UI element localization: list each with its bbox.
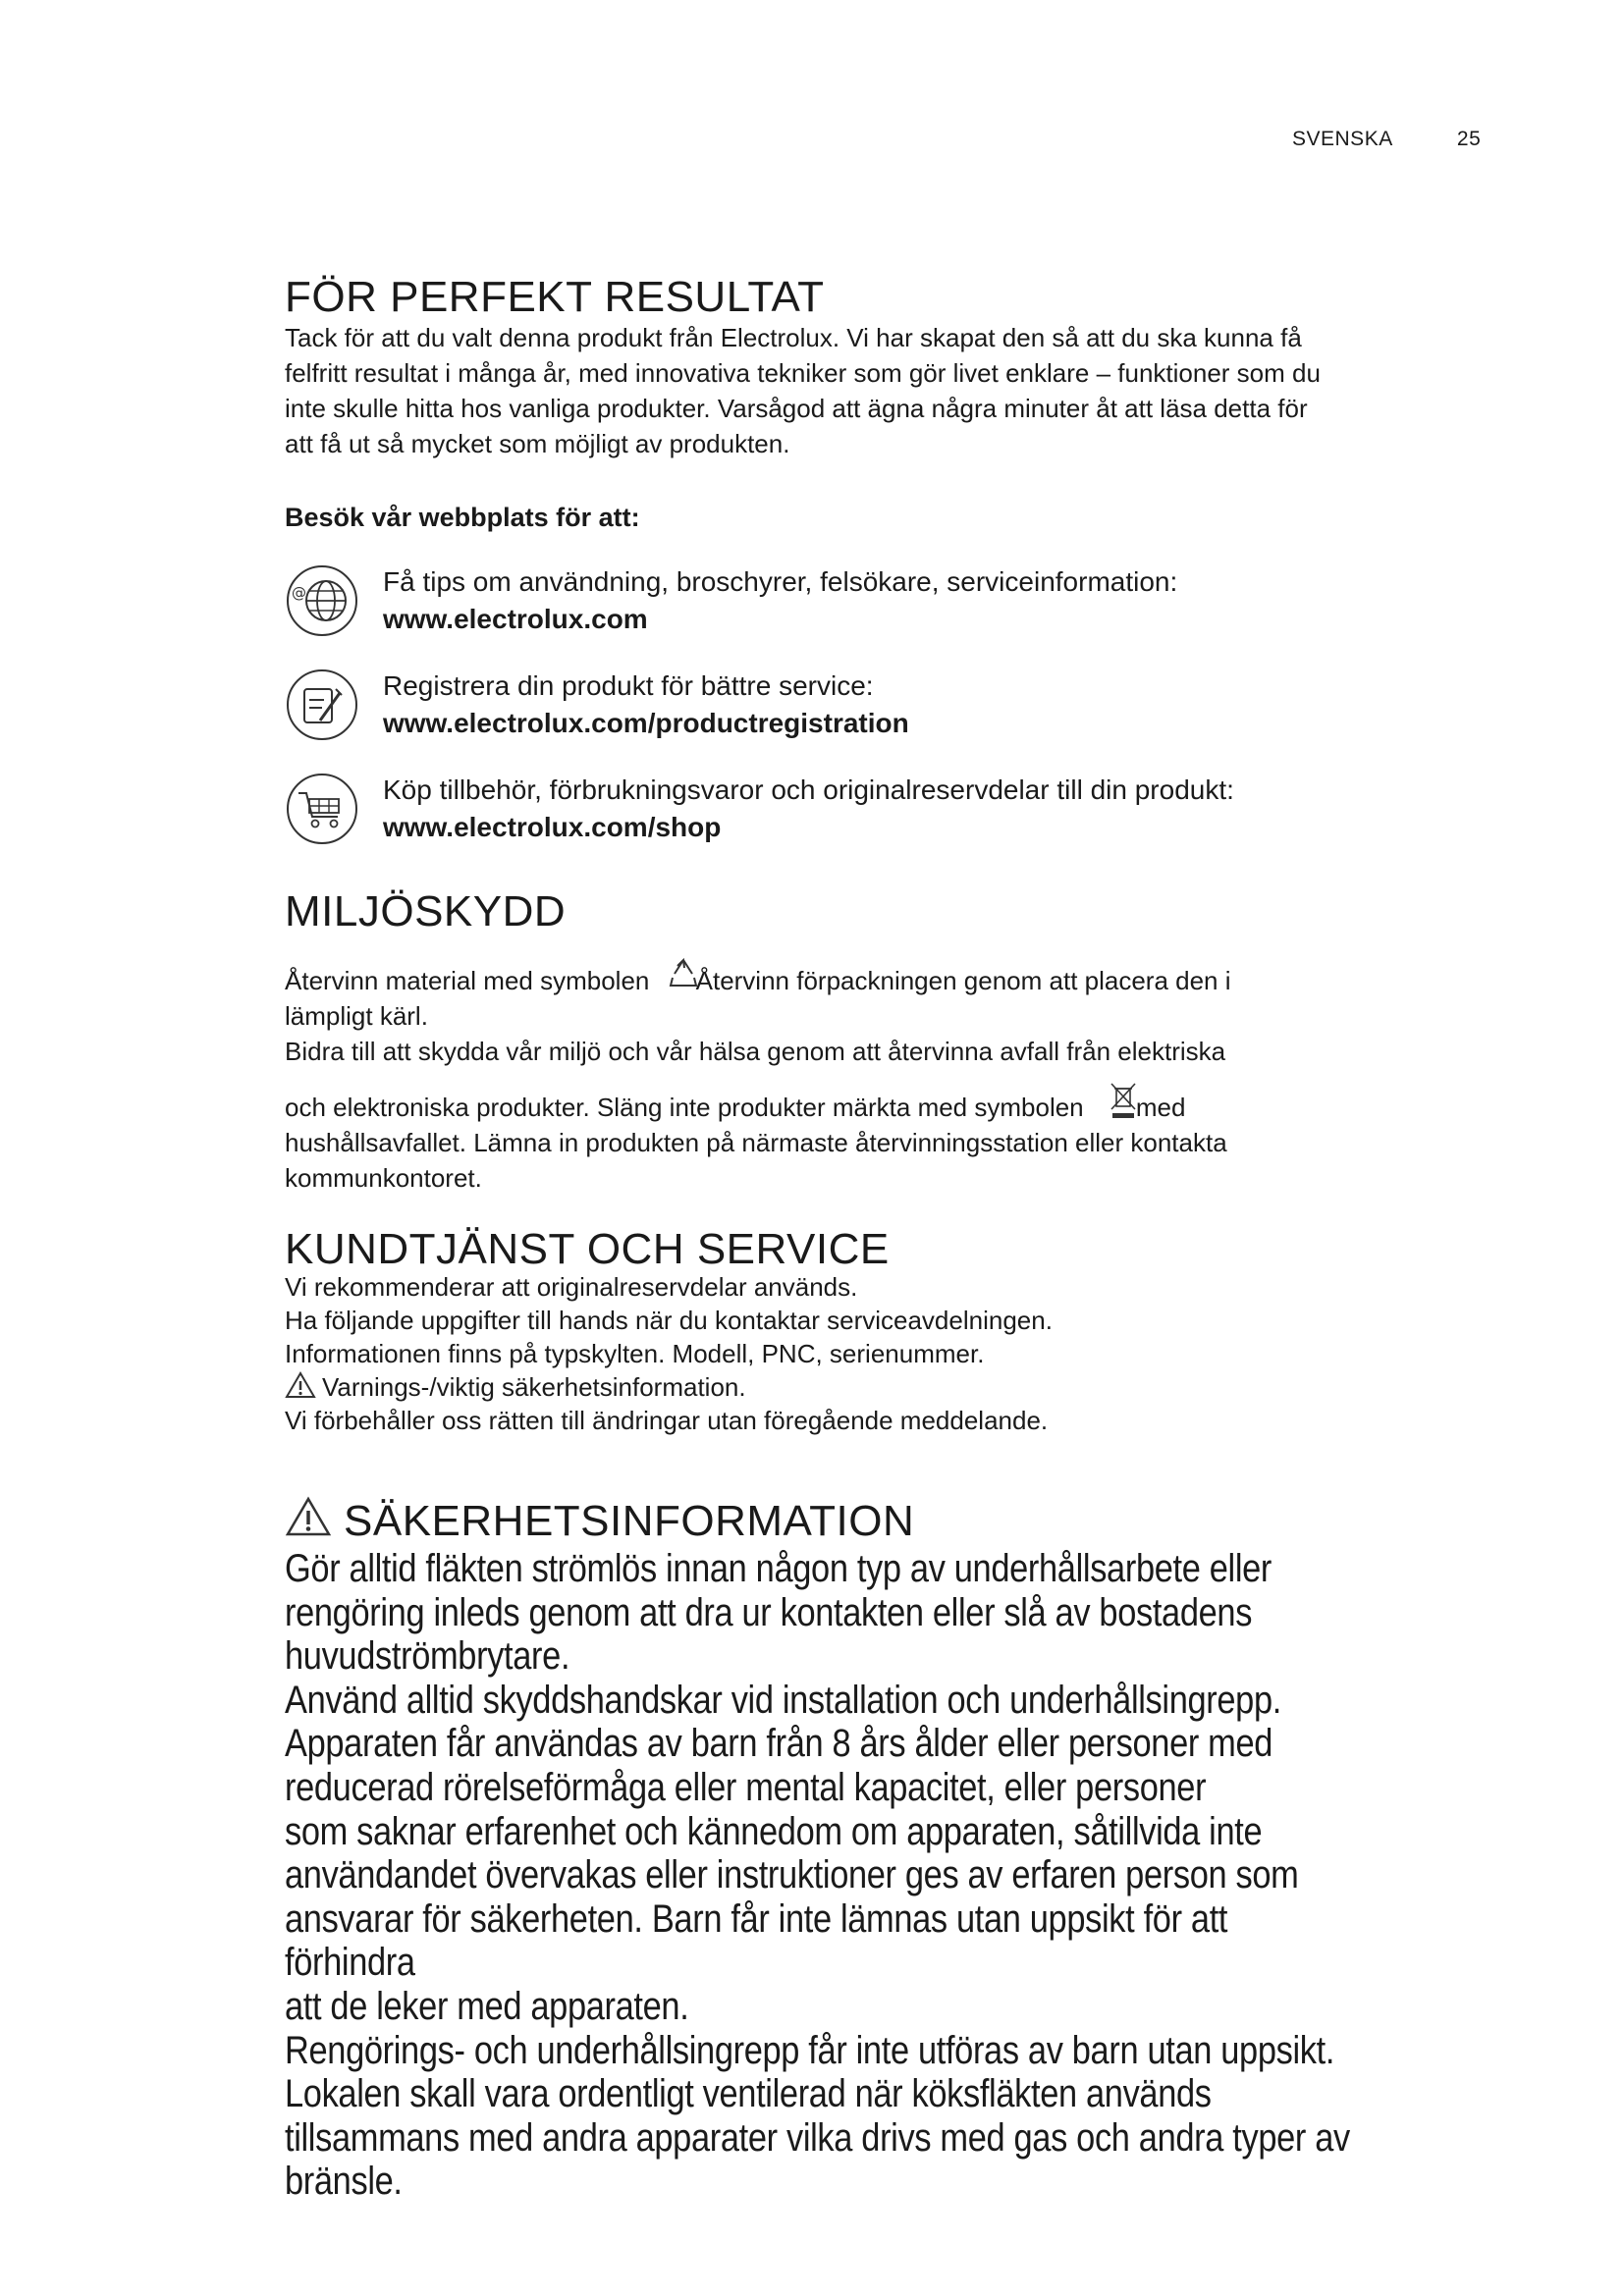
env-line-1b: Återvinn förpackningen genom att placera den i: [695, 966, 1231, 995]
safety-title: SÄKERHETSINFORMATION: [344, 1497, 915, 1545]
visit-item-tips: [285, 563, 1177, 638]
intro-line-2: felfritt resultat i många år, med innovativa tekniker som gör livet enklare – funktioner som du: [285, 358, 1321, 388]
globe-icon: [285, 563, 359, 638]
env-line-4: [285, 1081, 1522, 1125]
safety-line-12: Lokalen skall vara ordentligt ventilerad när köksfläkten används: [285, 2072, 1212, 2116]
warning-icon: [285, 1496, 332, 1537]
crossed-bin-icon: [1109, 1081, 1138, 1120]
safety-line-9: ansvarar för säkerheten. Barn får inte lämnas utan uppsikt för att förhindra: [285, 1896, 1228, 1985]
safety-line-14: bränsle.: [285, 2160, 403, 2204]
safety-line-8: användandet övervakas eller instruktioner ges av erfaren person som: [285, 1853, 1299, 1897]
safety-line-1: Gör alltid fläkten strömlös innan någon typ av underhållsarbete eller: [285, 1547, 1272, 1590]
visit-item-register: [285, 667, 909, 742]
safety-line-10: att de leker med apparaten.: [285, 1984, 689, 2028]
environment-section: [285, 887, 1522, 1196]
safety-line-7: som saknar erfarenhet och kännedom om apparaten, såtillvida inte: [285, 1809, 1263, 1853]
recycle-icon: [667, 956, 700, 991]
safety-line-3: huvudströmbrytare.: [285, 1634, 570, 1679]
safety-line-13: tillsammans med andra apparater vilka drivs med gas och andra typer av: [285, 2115, 1350, 2160]
env-line-1a: Återvinn material med symbolen: [285, 966, 650, 995]
link-electrolux[interactable]: www.electrolux.com: [383, 604, 648, 634]
safety-line-11: Rengörings- och underhållsingrepp får inte utföras av barn utan uppsikt.: [285, 2028, 1335, 2072]
service-section: [285, 1225, 1522, 1437]
safety-line-5: Apparaten får användas av barn från 8 års ålder eller personer med: [285, 1722, 1273, 1766]
intro-line-3: inte skulle hitta hos vanliga produkter. Varsågod att ägna några minuter åt att läsa detta för: [285, 394, 1308, 423]
visit-item-shop: [285, 772, 1234, 846]
service-line-4: [285, 1370, 1522, 1404]
perfect-result-section: [285, 273, 1502, 461]
environment-title: MILJÖSKYDD: [285, 887, 567, 935]
visit-shop-text: Köp tillbehör, förbrukningsvaror och originalreservdelar till din produkt:: [383, 774, 1234, 805]
safety-title-row: [285, 1496, 914, 1546]
service-line-3: Informationen finns på typskylten. Modell, PNC, serienummer.: [285, 1339, 985, 1368]
visit-register-text: Registrera din produkt för bättre service:: [383, 670, 874, 701]
env-line-5: hushållsavfallet. Lämna in produkten på närmaste återvinningsstation eller kontakta: [285, 1128, 1227, 1157]
page-header: [1292, 128, 1481, 151]
visit-tips-text: Få tips om användning, broschyrer, felsökare, serviceinformation:: [383, 566, 1178, 597]
service-line-5: Vi förbehåller oss rätten till ändringar utan föregående meddelande.: [285, 1406, 1049, 1435]
safety-line-2: rengöring inleds genom att dra ur kontakten eller slå av bostadens: [285, 1590, 1253, 1634]
env-line-6: kommunkontoret.: [285, 1163, 482, 1193]
intro-line-1: Tack för att du valt denna produkt från Electrolux. Vi har skapat den så att du ska kunna få: [285, 323, 1302, 352]
service-line-1: Vi rekommenderar att originalreservdelar används.: [285, 1272, 858, 1302]
perfect-result-title: FÖR PERFEKT RESULTAT: [285, 273, 825, 321]
safety-body: [285, 1547, 1542, 2204]
env-line-3: Bidra till att skydda vår miljö och vår hälsa genom att återvinna avfall från elektriska: [285, 1037, 1226, 1066]
safety-line-6: reducerad rörelseförmåga eller mental kapacitet, eller personer: [285, 1765, 1207, 1809]
link-productregistration[interactable]: www.electrolux.com/productregistration: [383, 708, 909, 738]
svg-text:@: @: [292, 584, 306, 602]
service-line-4-text: Varnings-/viktig säkerhetsinformation.: [322, 1372, 746, 1402]
visit-heading: Besök vår webbplats för att:: [285, 503, 640, 532]
env-line-1: [285, 956, 1522, 998]
service-title: KUNDTJÄNST OCH SERVICE: [285, 1225, 890, 1273]
intro-line-4: att få ut så mycket som möjligt av produkten.: [285, 429, 790, 458]
register-pencil-icon: [285, 667, 359, 742]
warning-icon: [285, 1371, 316, 1399]
link-shop[interactable]: www.electrolux.com/shop: [383, 812, 722, 842]
safety-line-4: Använd alltid skyddshandskar vid installation och underhållsingrepp.: [285, 1678, 1281, 1722]
language-label: SVENSKA: [1292, 128, 1392, 150]
env-line-4a: och elektroniska produkter. Släng inte produkter märkta med symbolen: [285, 1093, 1084, 1122]
service-line-2: Ha följande uppgifter till hands när du kontaktar serviceavdelningen.: [285, 1306, 1053, 1335]
env-line-4b: med: [1135, 1093, 1186, 1122]
env-line-2: lämpligt kärl.: [285, 1001, 428, 1031]
page-number: 25: [1456, 128, 1482, 150]
shopping-cart-icon: [285, 772, 359, 846]
